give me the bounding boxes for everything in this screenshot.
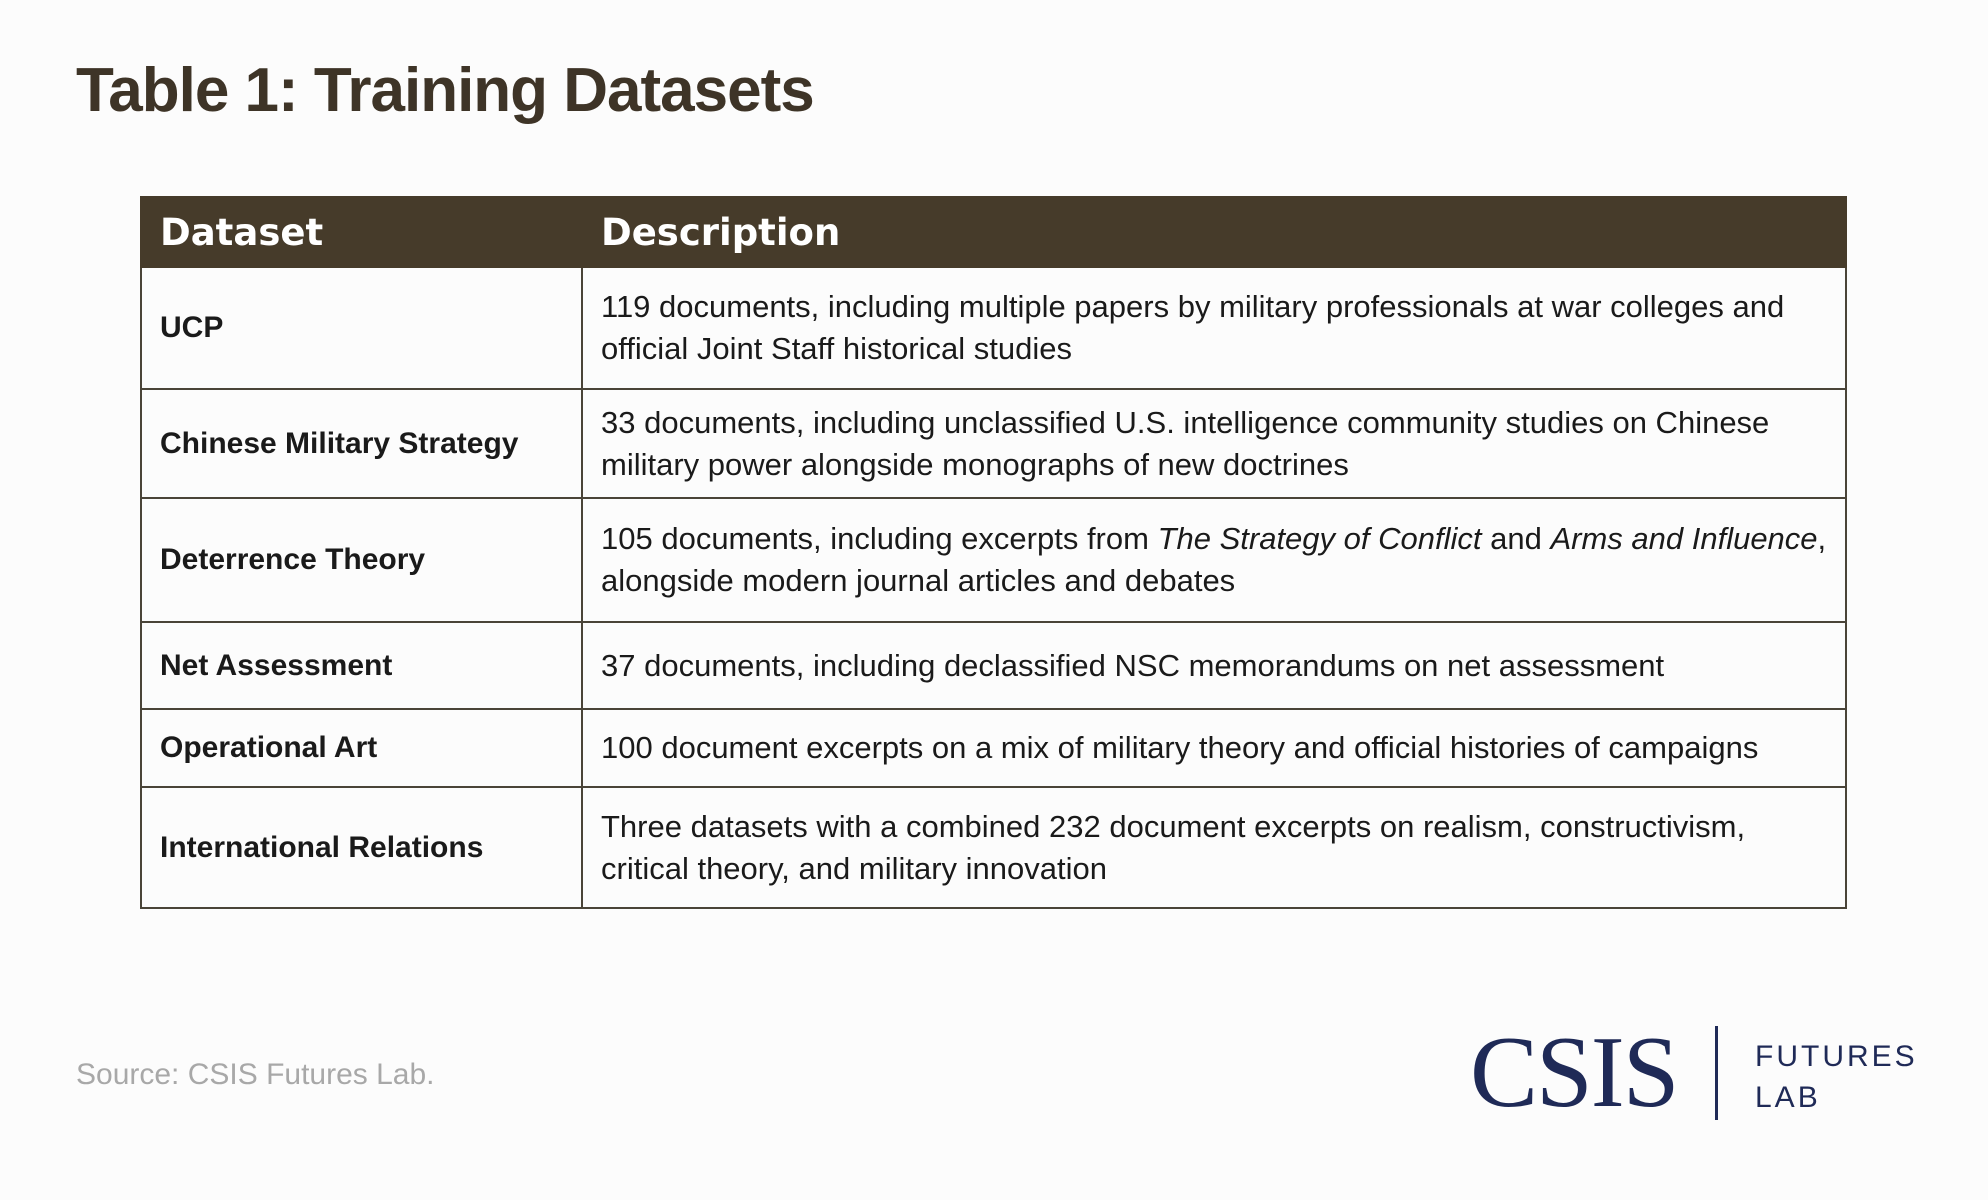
dataset-name: International Relations bbox=[141, 787, 582, 908]
logo-divider bbox=[1715, 1026, 1718, 1120]
table-header-row bbox=[141, 197, 1846, 267]
logo-subtitle-line2: LAB bbox=[1755, 1081, 1821, 1114]
description-text: 105 documents, including excerpts from bbox=[601, 521, 1158, 556]
table-row bbox=[141, 389, 1846, 498]
book-title: Arms and Influence bbox=[1550, 521, 1818, 556]
datasets-table bbox=[140, 196, 1847, 909]
dataset-description: 37 documents, including declassified NSC memorandums on net assessment bbox=[582, 622, 1846, 709]
description-text: , alongside modern journal articles and debates bbox=[601, 521, 1827, 598]
header-description: Description bbox=[582, 197, 1846, 267]
dataset-description: 119 documents, including multiple papers by military professionals at war colleges and official Joint Staff historical studies bbox=[582, 267, 1846, 389]
page-title: Table 1: Training Datasets bbox=[76, 56, 814, 125]
table-row bbox=[141, 787, 1846, 908]
dataset-name: UCP bbox=[141, 267, 582, 389]
dataset-description: 100 document excerpts on a mix of military theory and official histories of campaigns bbox=[582, 709, 1846, 787]
dataset-description: Three datasets with a combined 232 document excerpts on realism, constructivism, critical theory, and military innovation bbox=[582, 787, 1846, 908]
dataset-name: Operational Art bbox=[141, 709, 582, 787]
csis-futures-lab-logo bbox=[1470, 1016, 1918, 1129]
table-row bbox=[141, 622, 1846, 709]
logo-wordmark: CSIS bbox=[1470, 1016, 1678, 1129]
dataset-description: 33 documents, including unclassified U.S. intelligence community studies on Chinese military power alongside monographs of new doctrines bbox=[582, 389, 1846, 498]
dataset-name: Chinese Military Strategy bbox=[141, 389, 582, 498]
table-row bbox=[141, 267, 1846, 389]
table-row bbox=[141, 498, 1846, 622]
book-title: The Strategy of Conflict bbox=[1157, 521, 1482, 556]
dataset-name: Deterrence Theory bbox=[141, 498, 582, 622]
dataset-description bbox=[582, 498, 1846, 622]
header-dataset: Dataset bbox=[141, 197, 582, 267]
dataset-name: Net Assessment bbox=[141, 622, 582, 709]
table-row bbox=[141, 709, 1846, 787]
logo-subtitle-line1: FUTURES bbox=[1755, 1040, 1918, 1073]
description-text: and bbox=[1481, 521, 1551, 556]
source-note: Source: CSIS Futures Lab. bbox=[76, 1058, 435, 1091]
